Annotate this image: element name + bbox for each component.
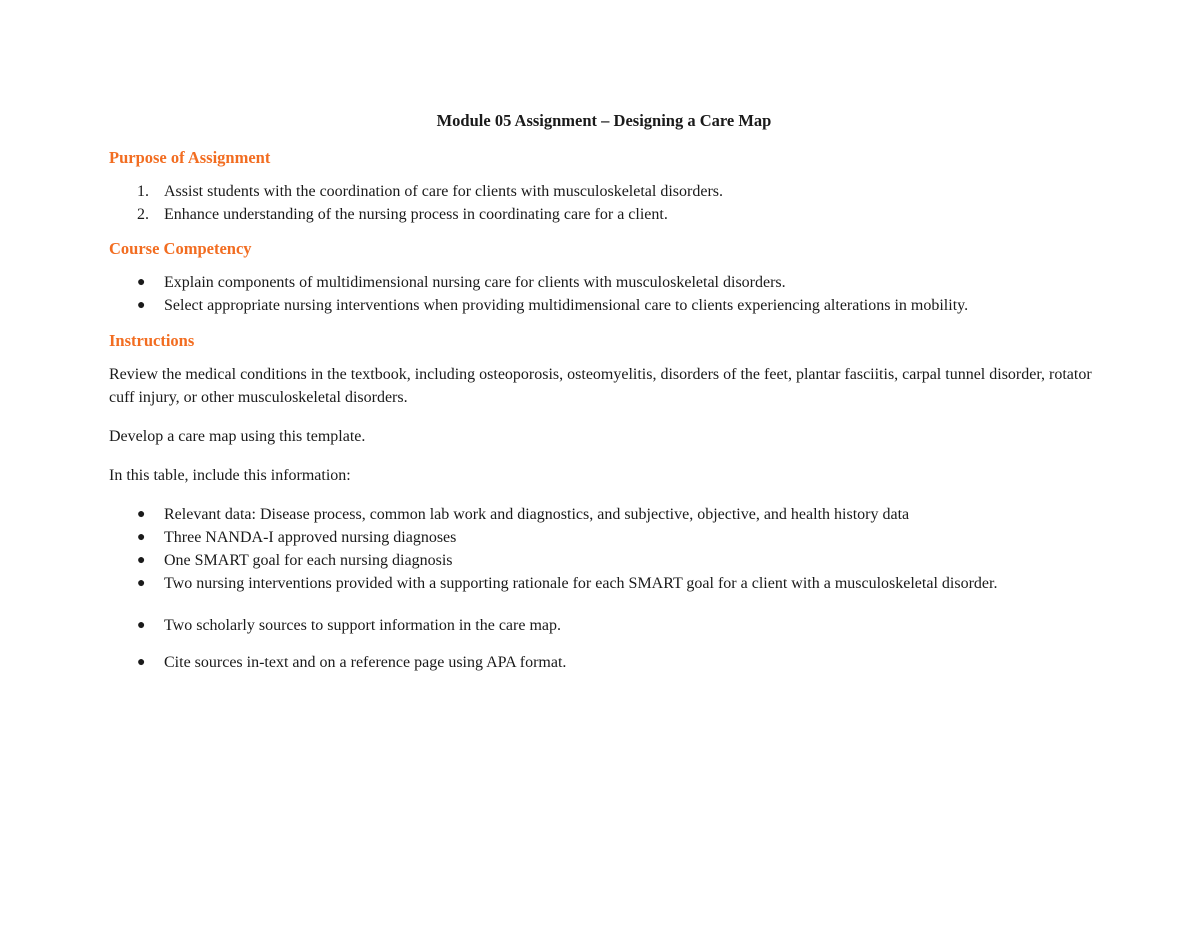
instructions-heading: Instructions bbox=[109, 331, 195, 350]
bullet-icon: ● bbox=[137, 275, 146, 290]
document-page bbox=[109, 111, 1099, 688]
competency-list bbox=[109, 271, 1099, 317]
bullet-icon: ● bbox=[137, 655, 146, 670]
list-number: 2. bbox=[137, 206, 149, 223]
list-item bbox=[137, 526, 1099, 549]
instructions-paragraph: Develop a care map using this template. bbox=[109, 428, 366, 445]
list-number: 1. bbox=[137, 183, 149, 200]
list-item-text: Enhance understanding of the nursing process in coordinating care for a client. bbox=[164, 206, 668, 223]
list-item-text: Relevant data: Disease process, common lab work and diagnostics, and subjective, objective, and health history data bbox=[164, 506, 910, 523]
instructions-paragraph: In this table, include this information: bbox=[109, 467, 351, 484]
list-item-text: Select appropriate nursing interventions when providing multidimensional care to clients experiencing alterations in mobility. bbox=[164, 297, 969, 314]
list-item-text: Explain components of multidimensional nursing care for clients with musculoskeletal disorders. bbox=[164, 274, 786, 291]
list-item-text: Assist students with the coordination of care for clients with musculoskeletal disorders. bbox=[164, 183, 723, 200]
list-item-text: Cite sources in-text and on a reference page using APA format. bbox=[164, 654, 567, 671]
competency-heading: Course Competency bbox=[109, 239, 252, 258]
list-item-text: Two nursing interventions provided with a supporting rationale for each SMART goal for a client with a musculoskeletal disorder. bbox=[164, 575, 998, 592]
bullet-icon: ● bbox=[137, 530, 146, 545]
bullet-icon: ● bbox=[137, 576, 146, 591]
list-item bbox=[137, 549, 1099, 572]
instructions-paragraph: Review the medical conditions in the textbook, including osteoporosis, osteomyelitis, disorders of the feet, plantar fasciitis, carpal tunnel disorder, rotator cuff injury, or other musculoskeletal disorders. bbox=[109, 366, 1092, 406]
list-item bbox=[137, 271, 1099, 294]
document-title: Module 05 Assignment – Designing a Care Map bbox=[436, 111, 772, 130]
list-item-text: Two scholarly sources to support information in the care map. bbox=[164, 617, 561, 634]
list-item bbox=[137, 294, 1099, 317]
information-list bbox=[109, 503, 1099, 674]
list-item bbox=[137, 180, 1099, 203]
bullet-icon: ● bbox=[137, 618, 146, 633]
list-item bbox=[137, 651, 1099, 674]
list-item bbox=[137, 614, 1099, 637]
bullet-icon: ● bbox=[137, 553, 146, 568]
list-item bbox=[137, 203, 1099, 226]
list-item-text: Three NANDA-I approved nursing diagnoses bbox=[164, 529, 457, 546]
purpose-list bbox=[109, 180, 1099, 226]
bullet-icon: ● bbox=[137, 507, 146, 522]
list-item-text: One SMART goal for each nursing diagnosis bbox=[164, 552, 453, 569]
purpose-heading: Purpose of Assignment bbox=[109, 148, 271, 167]
list-item bbox=[137, 572, 1099, 595]
list-item bbox=[137, 503, 1099, 526]
bullet-icon: ● bbox=[137, 298, 146, 313]
